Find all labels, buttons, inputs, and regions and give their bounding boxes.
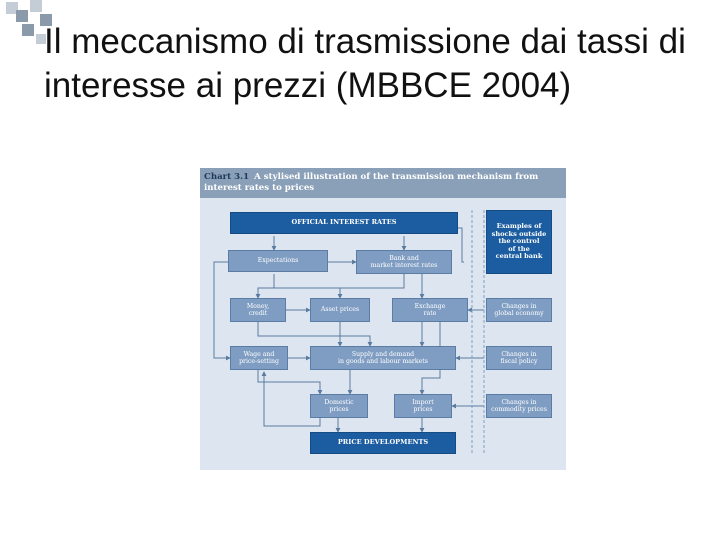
node-external-shocks: Examples of shocks outside the control of the central bank [486,210,552,274]
node-money-credit: Money, credit [230,298,286,322]
node-domestic-prices: Domestic prices [310,394,368,418]
arrow-money-to-supply [258,322,370,346]
node-exchange-rate: Exchange rate [392,298,468,322]
node-asset-prices: Asset prices [310,298,370,322]
decor-square [16,10,28,22]
node-fiscal-policy: Changes in fiscal policy [486,346,552,370]
node-price-developments: PRICE DEVELOPMENTS [310,432,456,454]
arrow-expectations-to-wage [214,262,230,358]
arrow-exp-to-asset [274,274,340,298]
slide-title: Il meccanismo di trasmissione dai tassi di interesse ai prezzi (MBBCE 2004) [44,22,686,105]
node-expectations: Expectations [228,250,328,272]
node-commodity-prices: Changes in commodity prices [486,394,552,418]
decor-square [22,24,34,36]
arrow-bank-to-money [258,274,404,298]
node-official-interest-rates: OFFICIAL INTEREST RATES [230,212,458,234]
node-supply-demand: Supply and demand in goods and labour markets [310,346,456,370]
arrow-wage-to-domestic [258,370,320,394]
arrow-bank-loop [458,228,464,262]
node-wage-price-setting: Wage and price-setting [230,346,288,370]
node-global-economy: Changes in global economy [486,298,552,322]
chart-caption-text: A stylised illustration of the transmission mechanism from interest rates to prices [204,172,539,193]
chart-caption-number: Chart 3.1 [204,172,250,182]
node-bank-market-rates: Bank and market interest rates [356,250,452,274]
node-import-prices: Import prices [394,394,452,418]
transmission-mechanism-chart [200,168,566,470]
decor-square [30,0,42,12]
